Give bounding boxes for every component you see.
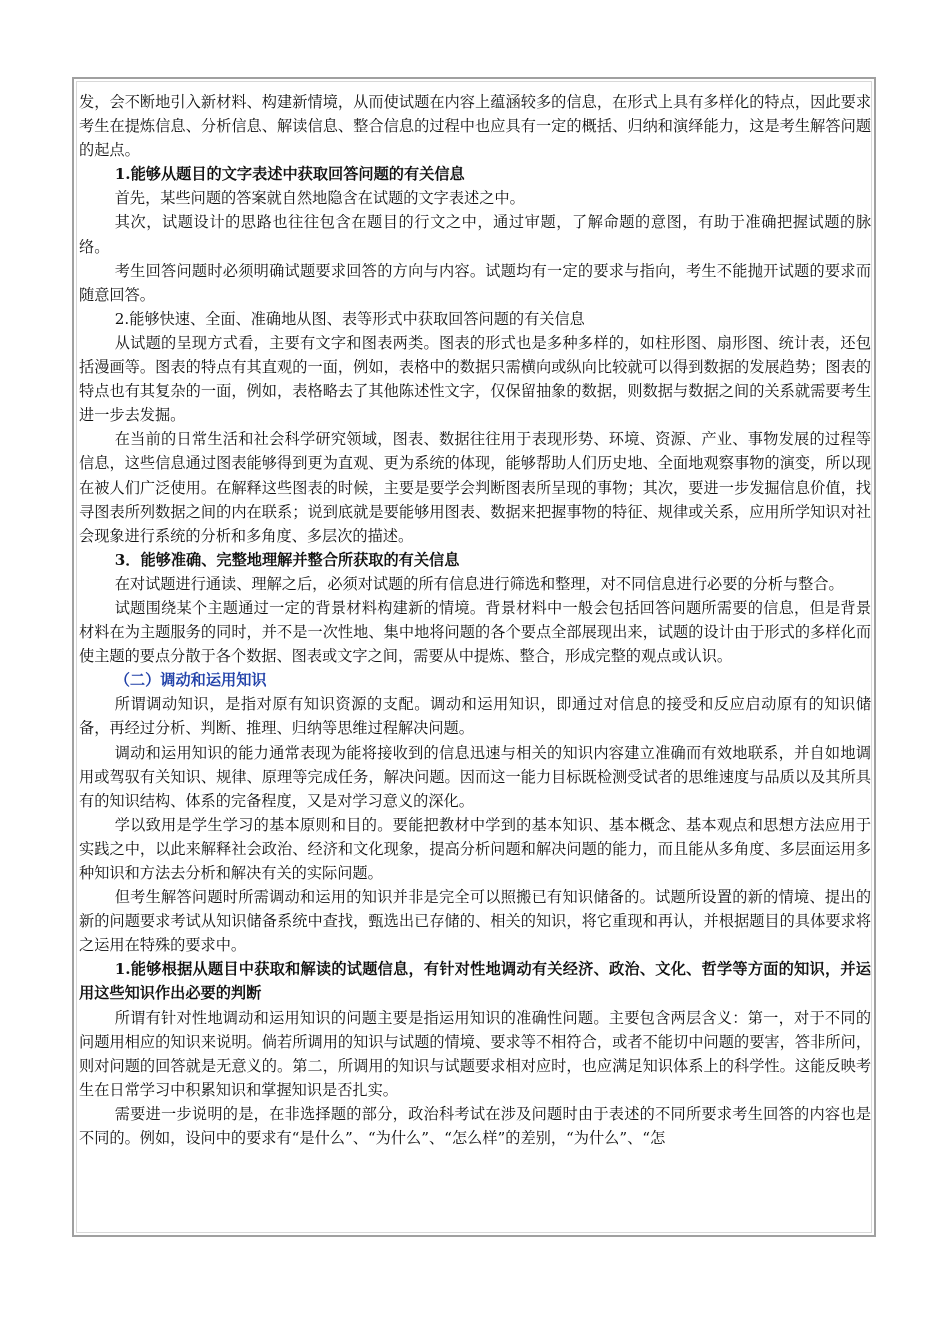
document-body [79,90,871,1150]
paragraph: 所谓有针对性地调动和运用知识的问题主要是指运用知识的准确性问题。主要包含两层含义：第一，对于不同的问题用相应的知识来说明。倘若所调用的知识与试题的情境、要求等不相符合，或者不能切中问题的要害，答非所问，则对问题的回答就是无意义的。第二，所调用的知识与试题要求相对应时，也应满足知识体系上的科学性。这能反映考生在日常学习中积累知识和掌握知识是否扎实。 [79,1008,871,1099]
section-heading: （二）调动和运用知识 [114,671,267,690]
paragraph: 需要进一步说明的是，在非选择题的部分，政治科考试在涉及问题时由于表述的不同所要求考生回答的内容也是不同的。例如，设问中的要求有“是什么”、“为什么”、“怎么样”的差别，“为什么”、“怎 [79,1104,871,1148]
paragraph: 试题围绕某个主题通过一定的背景材料构建新的情境。背景材料中一般会包括回答问题所需要的信息，但是背景材料在为主题服务的同时，并不是一次性地、集中地将问题的各个要点全部展现出来，试题的设计由于形式的多样化而使主题的要点分散于各个数据、图表或文字之间，需要从中提炼、整合，形成完整的观点或认识。 [79,598,871,666]
paragraph: 其次，试题设计的思路也往往包含在题目的行文之中，通过审题，了解命题的意图，有助于准确把握试题的脉络。 [79,213,871,256]
subheading: 2.能够快速、全面、准确地从图、表等形式中获取回答问题的有关信息 [114,309,585,328]
paragraph: 发，会不断地引入新材料、构建新情境，从而使试题在内容上蕴涵较多的信息，在形式上具有多样化的特点，因此要求考生在提炼信息、分析信息、解读信息、整合信息的过程中也应具有一定的概括、归纳和演绎能力，这是考生解答问题的起点。 [79,93,871,160]
paragraph: 在当前的日常生活和社会科学研究领域，图表、数据往往用于表现形势、环境、资源、产业、事物发展的过程等信息，这些信息通过图表能够得到更为直观、更为系统的体现，能够帮助人们历史地、全面地观察事物的演变，所以现在被人们广泛使用。在解释这些图表的时候，主要是要学会判断图表所呈现的事物；其次，要进一步发掘信息价值，找寻图表所列数据之间的内在联系；说到底就是要能够用图表、数据来把握事物的特征、规律或关系，应用所学知识对社会现象进行系统的分析和多角度、多层次的描述。 [79,430,871,545]
paragraph: 但考生解答问题时所需调动和运用的知识并非是完全可以照搬已有知识储备的。试题所设置的新的情境、提出的新的问题要求考试从知识储备系统中查找，甄选出已存储的、相关的知识，将它重现和再认，并根据题目的具体要求将之运用在特殊的要求中。 [79,888,871,955]
paragraph: 学以致用是学生学习的基本原则和目的。要能把教材中学到的基本知识、基本概念、基本观点和思想方法应用于实践之中，以此来解释社会政治、经济和文化现象，提高分析问题和解决问题的能力，而且能从多角度、多层面运用多种知识和方法去分析和解决有关的实际问题。 [79,815,871,882]
paragraph: 从试题的呈现方式看，主要有文字和图表两类。图表的形式也是多种多样的，如柱形图、扇形图、统计表，还包括漫画等。图表的特点有其直观的一面，例如，表格中的数据只需横向或纵向比较就可以得到数据的发展趋势；图表的特点也有其复杂的一面，例如，表格略去了其他陈述性文字，仅保留抽象的数据，则数据与数据之间的关系就需要考生进一步去发掘。 [79,333,871,425]
paragraph: 调动和运用知识的能力通常表现为能将接收到的信息迅速与相关的知识内容建立准确而有效地联系，并自如地调用或驾驭有关知识、规律、原理等完成任务，解决问题。因而这一能力目标既检测受试者的思维速度与品质以及其所具有的知识结构、体系的完备程度，又是对学习意义的深化。 [79,743,871,810]
subheading: 1.能够根据从题目中获取和解读的试题信息，有针对性地调动有关经济、政治、文化、哲学等方面的知识，并运用这些知识作出必要的判断 [79,960,871,1003]
paragraph: 首先，某些问题的答案就自然地隐含在试题的文字表述之中。 [114,189,525,208]
subheading: 3．能够准确、完整地理解并整合所获取的有关信息 [114,550,460,569]
paragraph: 考生回答问题时必须明确试题要求回答的方向与内容。试题均有一定的要求与指向，考生不能抛开试题的要求而随意回答。 [79,261,871,304]
paragraph: 所谓调动知识，是指对原有知识资源的支配。调动和运用知识，即通过对信息的接受和反应启动原有的知识储备，再经过分析、判断、推理、归纳等思维过程解决问题。 [79,695,871,738]
paragraph: 在对试题进行通读、理解之后，必须对试题的所有信息进行筛选和整理，对不同信息进行必要的分析与整合。 [114,574,844,593]
subheading: 1.能够从题目的文字表述中获取回答问题的有关信息 [114,165,465,184]
